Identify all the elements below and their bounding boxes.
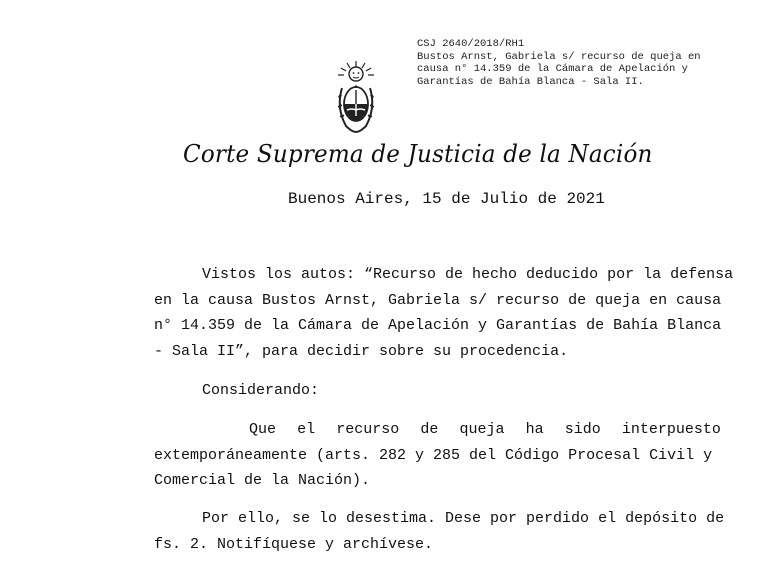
case-ref-line: Garantías de Bahía Blanca - Sala II. — [417, 75, 644, 88]
word: Que — [249, 421, 277, 438]
paragraph-line: Comercial de la Nación). — [154, 472, 371, 489]
considerando-heading — [154, 378, 721, 404]
paragraph-line — [154, 417, 721, 443]
case-ref-line: CSJ 2640/2018/RH1 — [417, 38, 525, 50]
considerando-label: Considerando: — [202, 382, 320, 399]
paragraph-line — [154, 262, 734, 288]
word: queja — [459, 421, 505, 438]
vistos-paragraph — [154, 262, 734, 364]
word: sido — [564, 421, 601, 438]
coat-of-arms-icon — [332, 58, 380, 136]
word: recurso — [336, 421, 400, 438]
court-title: Corte Suprema de Justicia de la Nación — [183, 140, 653, 168]
word: interpuesto — [621, 421, 721, 438]
date-line: Buenos Aires, 15 de Julio de 2021 — [288, 190, 605, 208]
paragraph-line: extemporáneamente (arts. 282 y 285 del Código Procesal Civil y — [154, 446, 713, 464]
case-ref-line: Bustos Arnst, Gabriela s/ recurso de queja en — [417, 50, 701, 63]
por-ello-paragraph — [154, 506, 725, 557]
case-ref-line: causa n° 14.359 de la Cámara de Apelación y — [417, 63, 688, 76]
text-span: Vistos los autos: “Recurso de hecho deducido por la defensa — [202, 266, 734, 283]
word: de — [420, 421, 439, 438]
word: el — [297, 421, 316, 438]
que-paragraph — [154, 417, 721, 494]
word: ha — [525, 421, 544, 438]
paragraph-line: - Sala II”, para decidir sobre su procedencia. — [154, 342, 569, 360]
paragraph-line: en la causa Bustos Arnst, Gabriela s/ recurso de queja en causa — [154, 291, 722, 309]
paragraph-line: Por ello, se lo desestima. Dese por perdido el depósito de — [202, 510, 725, 527]
paragraph-line: fs. 2. Notifíquese y archívese. — [154, 535, 434, 553]
paragraph-line: n° 14.359 de la Cámara de Apelación y Garantías de Bahía Blanca — [154, 317, 722, 334]
case-reference — [417, 38, 747, 88]
